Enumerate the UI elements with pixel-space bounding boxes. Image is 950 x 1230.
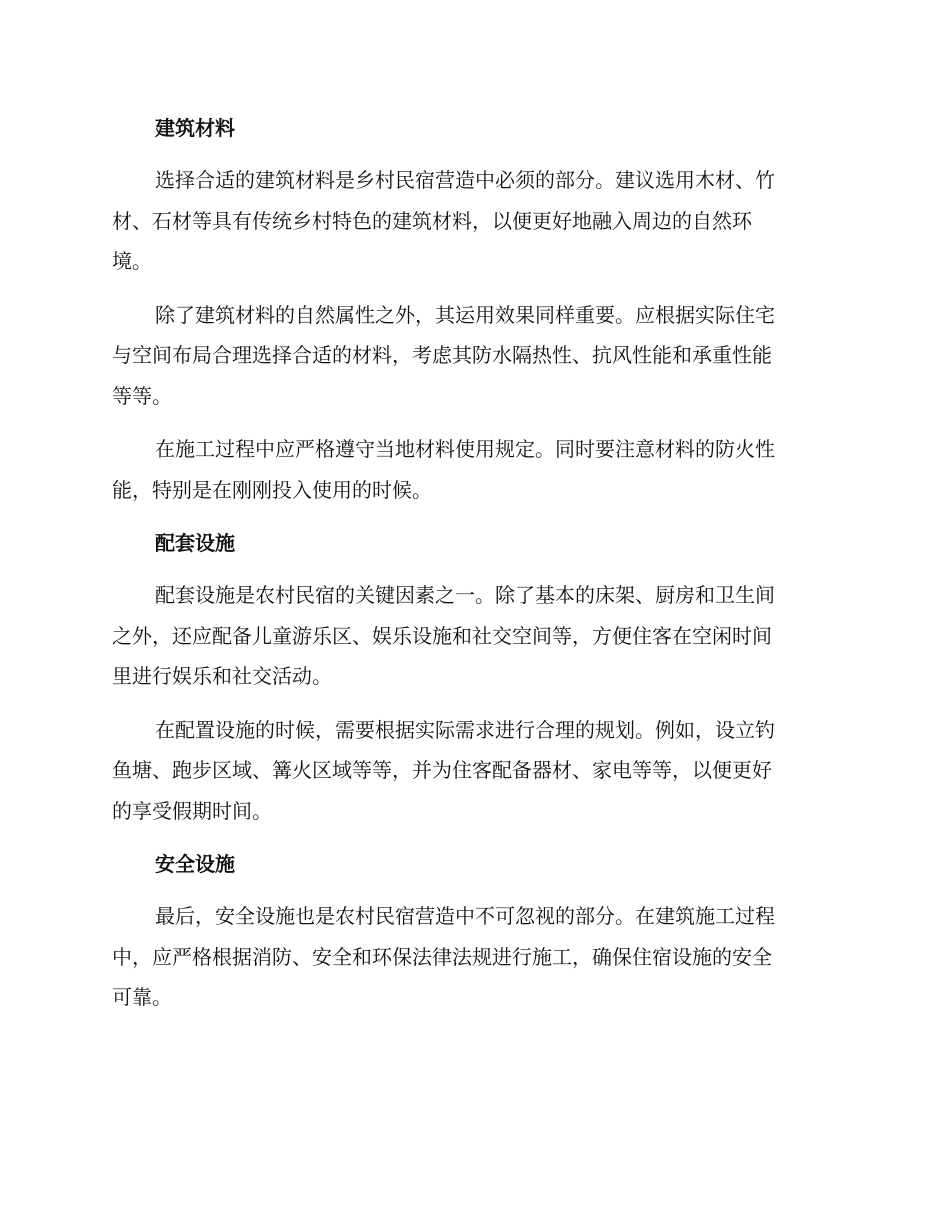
paragraph-line: 中，应严格根据消防、安全和环保法律法规进行施工，确保住宿设施的安全 [112,944,772,969]
paragraph-line: 最后，安全设施也是农村民宿营造中不可忽视的部分。在建筑施工过程 [155,904,775,928]
paragraph-line: 在施工过程中应严格遵守当地材料使用规定。同时要注意材料的防火性 [155,437,775,461]
paragraph-line: 除了建筑材料的自然属性之外，其运用效果同样重要。应根据实际住宅 [155,302,775,327]
section-heading: 配套设施 [155,531,235,555]
paragraph-line: 在配置设施的时候，需要根据实际需求进行合理的规划。例如，设立钓 [155,717,775,742]
paragraph-line: 境。 [112,249,152,273]
paragraph-line: 可靠。 [112,985,172,1009]
paragraph-line: 配套设施是农村民宿的关键因素之一。除了基本的床架、厨房和卫生间 [155,583,775,607]
section-heading: 安全设施 [155,852,235,876]
paragraph-line: 里进行娱乐和社交活动。 [112,664,332,688]
paragraph-line: 选择合适的建筑材料是乡村民宿营造中必须的部分。建议选用木材、竹 [155,168,775,192]
paragraph-line: 鱼塘、跑步区域、篝火区域等等，并为住客配备器材、家电等等，以便更好 [112,758,772,782]
paragraph [112,575,832,697]
paragraph [112,429,832,510]
paragraph [112,710,832,832]
paragraph-line: 材、石材等具有传统乡村特色的建筑材料，以便更好地融入周边的自然环 [112,208,752,233]
section-heading: 建筑材料 [155,116,235,140]
paragraph [112,295,832,417]
paragraph [112,896,832,1018]
document-body [112,108,832,1031]
paragraph-line: 能，特别是在刚刚投入使用的时候。 [112,477,432,502]
paragraph-line: 与空间布局合理选择合适的材料，考虑其防水隔热性、抗风性能和承重性能 [112,343,772,367]
paragraph-line: 的享受假期时间。 [112,798,272,823]
paragraph-line: 等等。 [112,383,172,408]
paragraph-line: 之外，还应配备儿童游乐区、娱乐设施和社交空间等，方便住客在空闲时间 [112,623,772,648]
paragraph [112,160,832,282]
